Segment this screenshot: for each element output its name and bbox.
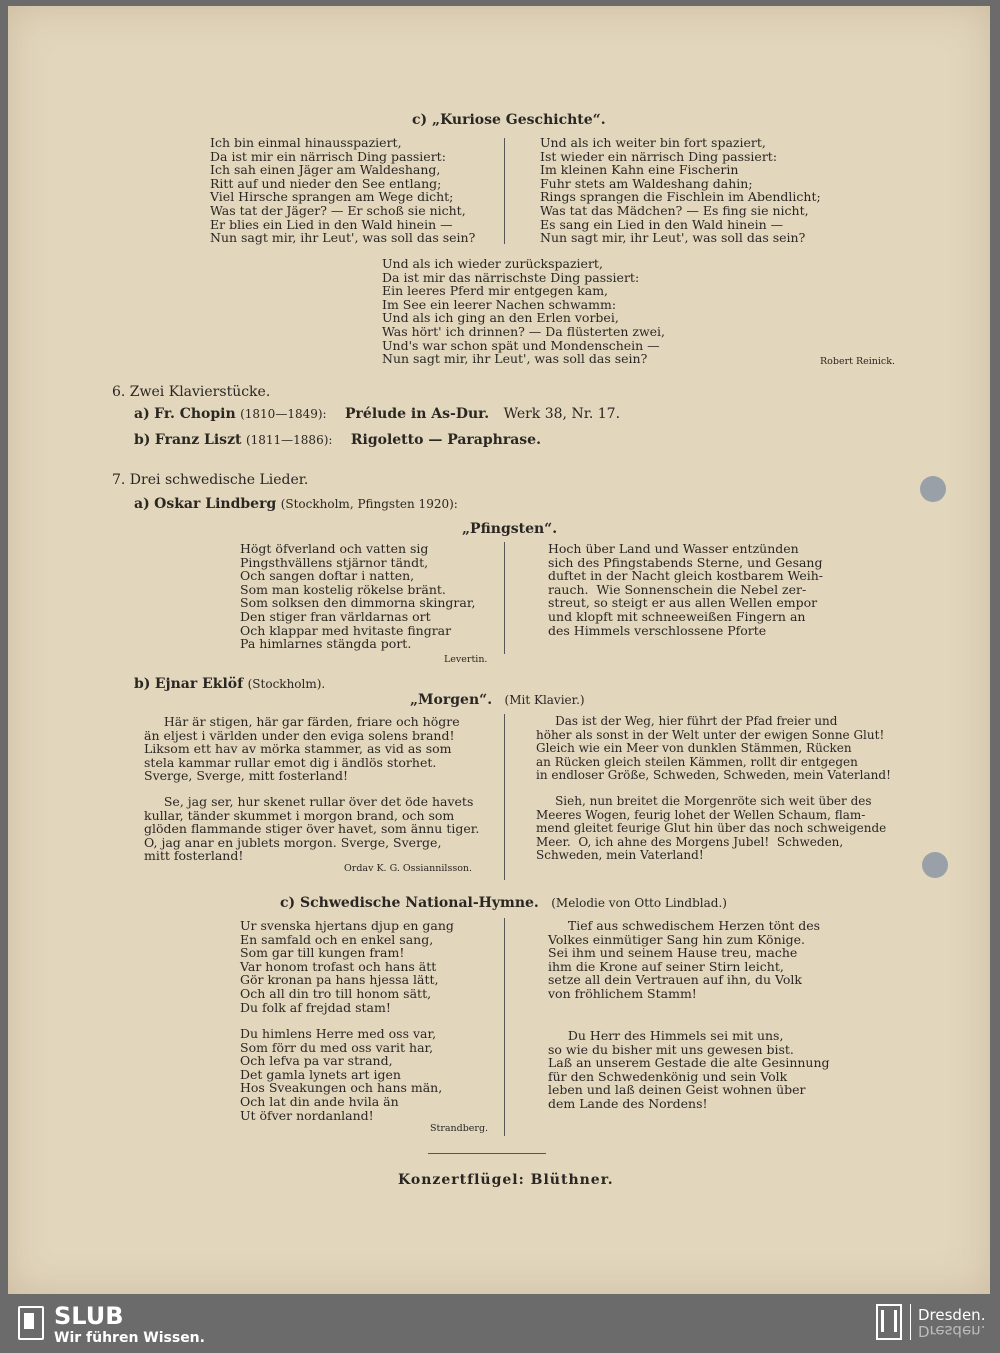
punch-hole: [920, 476, 946, 502]
item-7b-german-1: Das ist der Weg, hier führt der Pfad freier und höher als sonst in der Welt unter der ewigen Sonne Glut! Gleich wie ein Meer von dunklen Stämmen, Rücken an Rücken gleich steilen Kämmen, rollt dir entgegen in endloser Größe, Schweden, Schweden, mein Vaterland!: [536, 714, 891, 783]
item-7c-title: c) Schwedische National-Hymne.: [280, 895, 539, 911]
poem-author: Robert Reinick.: [820, 356, 896, 367]
item-7c-german-1: Tief aus schwedischem Herzen tönt des Volkes einmütiger Sang hin zum Könige. Sei ihm und seinem Hause treu, mache ihm die Krone auf seiner Stirn leicht, setze all dein Vertrauen auf ihn, du Volk von fröhlichem Stamm!: [548, 918, 821, 1001]
item-7b-swedish-1: Här är stigen, här gar färden, friare och högre än eljest i världen under den eviga solens brand! Liksom ett hav av mörka stammer, as vid as som stela kammar rullar emot dig i ändlös storhet. Sverge, Sverge, mitt fosterland!: [144, 714, 460, 784]
item-6-heading: 6. Zwei Klavierstücke.: [112, 384, 271, 400]
item-7c-title-row: [280, 895, 727, 911]
item-7a-info: (Stockholm, Pfingsten 1920):: [280, 497, 458, 511]
item-7c-swedish-2: Du himlens Herre med oss var, Som förr du med oss varit har, Och lefva pa var strand, Det gamla lynets art igen Hos Sveakungen och hans män, Och lat din ande hvila än Ut öfver nordanland!: [240, 1026, 443, 1123]
document-page: [8, 6, 990, 1294]
slub-logo-icon[interactable]: [18, 1306, 44, 1340]
item-7a: [134, 496, 458, 512]
item-7a-swedish-author: Levertin.: [444, 654, 488, 665]
item-7b-swedish-author: Ordav K. G. Ossiannilsson.: [344, 863, 473, 874]
item-7b-composer: Ejnar Eklöf: [154, 676, 244, 692]
item-7c-german-2: Du Herr des Himmels sei mit uns, so wie du bisher mit uns gewesen bist. Laß an unserem Gestade die alte Gesinnung für den Schwedenkönig und sein Volk leben und laß deinen Geist wohnen über dem Lande des Nordens!: [548, 1028, 830, 1111]
item-6a-label: a): [134, 406, 150, 422]
item-6b: [134, 432, 541, 448]
item-6a-opus: Werk 38, Nr. 17.: [503, 406, 621, 422]
item-7c-swedish-author: Strandberg.: [430, 1123, 489, 1134]
footer-separator: [910, 1304, 911, 1340]
footer-rule: [428, 1153, 546, 1154]
item-7-heading: 7. Drei schwedische Lieder.: [112, 472, 309, 488]
column-divider: [504, 138, 505, 244]
column-divider: [504, 542, 505, 654]
item-7c-swedish-1: Ur svenska hjertans djup en gang En samfald och en enkel sang, Som gar till kungen fram! Var honom trofast och hans ätt Gör kronan pa hans hjessa lätt, Och all din tro till honom sätt, Du folk af frejdad stam!: [240, 918, 454, 1015]
item-7a-german: Hoch über Land und Wasser entzünden sich des Pfingstabends Sterne, und Gesang duftet in der Nacht gleich kostbarem Weih- rauch. Wie Sonnenschein die Nebel zer- streut, so steigt er aus allen Wellen empor und klopft mit schneeweißen Fingern an des Himmels verschlossene Pforte: [548, 541, 824, 638]
item-6a-composer: Fr. Chopin: [154, 406, 236, 422]
column-divider: [504, 714, 505, 880]
item-6a-dates: (1810—1849):: [240, 407, 327, 421]
item-7a-label: a): [134, 496, 150, 512]
footer-slogan: Wir führen Wissen.: [54, 1330, 205, 1346]
item-7b-swedish-2: Se, jag ser, hur skenet rullar över det öde havets kullar, tänder skummet i morgon brand, och som glöden flammande stiger över havet, som ännu tiger. O, jag anar en jublets morgon. Sverge, Sverge, mitt fosterland!: [144, 794, 480, 864]
punch-hole: [922, 852, 948, 878]
footer-bar: [0, 1294, 1000, 1353]
item-6b-work: Rigoletto — Paraphrase.: [350, 432, 541, 448]
item-6a-work: Prélude in As-Dur.: [345, 406, 490, 422]
item-6a: [134, 406, 620, 422]
poem-right-column: Und als ich weiter bin fort spaziert, Ist wieder ein närrisch Ding passiert: Im kleinen Kahn eine Fischerin Fuhr stets am Waldeshang dahin; Rings sprangen die Fischlein im Abendlicht; Was tat das Mädchen? — Es fing sie nicht, Es sang ein Lied in den Wald hinein — Nun sagt mir, ihr Leut', was soll das sein?: [540, 135, 821, 246]
poem-center-stanza: Und als ich wieder zurückspaziert, Da ist mir das närrischste Ding passiert: Ein leeres Pferd mir entgegen kam, Im See ein leerer Nachen schwamm: Und als ich ging an den Erlen vorbei, Was hört' ich drinnen? — Da flüsterten zwei, Und's war schon spät und Mondenschein — Nun sagt mir, ihr Leut', was soll das sein?: [382, 256, 666, 367]
column-divider: [504, 918, 505, 1136]
item-7b-german-2: Sieh, nun breitet die Morgenröte sich weit über des Meeres Wogen, feurig lohet der Wellen Schaum, flam- mend gleitet feurige Glut hin über das noch schweigende Meer. O, ich ahne des Morgens Jubel! Schweden, Schweden, mein Vaterland!: [536, 794, 887, 863]
poem-left-column: Ich bin einmal hinausspaziert, Da ist mir ein närrisch Ding passiert: Ich sah einen Jäger am Waldeshang, Ritt auf und nieder den See entlang; Viel Hirsche sprangen am Wege dicht; Was tat der Jäger? — Er schoß sie nicht, Er blies ein Lied in den Wald hinein — Nun sagt mir, ihr Leut', was soll das sein?: [210, 135, 476, 246]
item-7b-info: (Stockholm).: [247, 677, 326, 691]
item-7b-title-row: [410, 692, 585, 708]
footer-brand[interactable]: SLUB: [54, 1302, 124, 1330]
footer-city[interactable]: Dresden.: [918, 1306, 986, 1324]
item-6b-composer: Franz Liszt: [154, 432, 242, 448]
section-c-title: c) „Kuriose Geschichte“.: [412, 112, 606, 128]
dresden-crest-icon[interactable]: [876, 1304, 902, 1340]
item-7a-composer: Oskar Lindberg: [154, 496, 277, 512]
item-7b-label: b): [134, 676, 151, 692]
item-7a-swedish: Högt öfverland och vatten sig Pingsthvällens stjärnor tändt, Och sangen doftar i natten, Som man kostelig rökelse bränt. Som solksen den dimmorna skingrar, Den stiger fran världarnas ort Och klappar med hvitaste fingrar Pa himlarnes stängda port.: [240, 541, 476, 652]
item-7c-note: (Melodie von Otto Lindblad.): [551, 896, 727, 910]
item-6b-label: b): [134, 432, 151, 448]
item-6b-dates: (1811—1886):: [245, 433, 333, 447]
item-7b-note: (Mit Klavier.): [504, 693, 585, 707]
item-7a-title: „Pfingsten“.: [462, 521, 558, 537]
item-7b: [134, 676, 325, 692]
item-7b-title: „Morgen“.: [410, 692, 493, 708]
footer-city-reflection: Dresden.: [918, 1322, 986, 1340]
concert-piano-note: Konzertflügel: Blüthner.: [398, 1172, 614, 1188]
